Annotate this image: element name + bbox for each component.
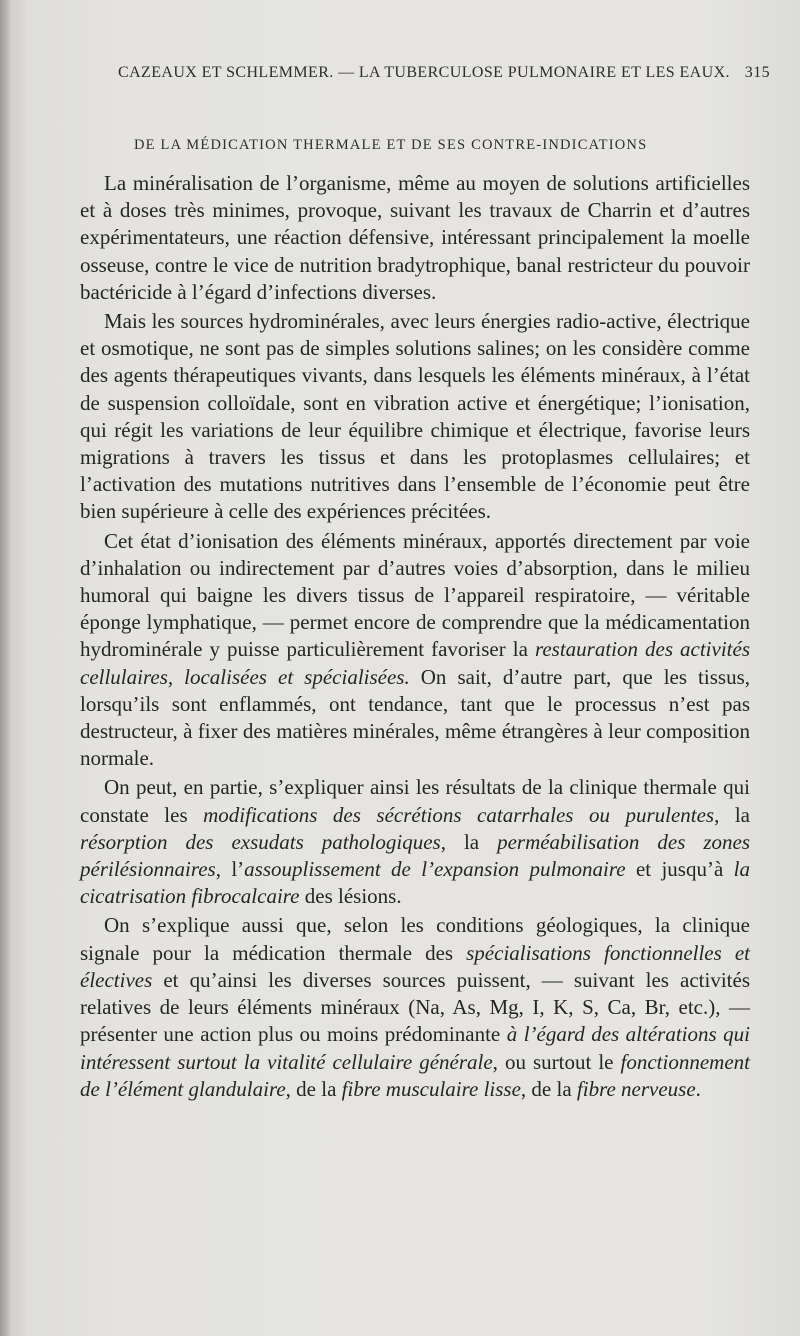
text-run: On sait, d’autre part, que les tissus, lorsqu’ils sont enflammés, ont tendance, tant que le processus n’est pas destructeur, à fixer des matières minérales, même étrangères à leur composition normale. xyxy=(80,664,750,771)
italic-run: spécialisations fonctionnelles et électives xyxy=(80,940,750,992)
paragraph-1: La minéralisation de l’organisme, même au moyen de solutions artificielles et à doses très minimes, provoque, suivant les travaux de Charrin et d’autres expérimentateurs, une réaction défensive, intéressant principalement la moelle osseuse, contre le vice de nutrition bradytrophique, banal restricteur du pouvoir bactéricide à l’égard d’infections diverses. xyxy=(80,171,750,304)
text-run: , la xyxy=(440,829,498,854)
text-run: , la xyxy=(714,802,750,827)
text-run: . xyxy=(695,1076,701,1101)
body-text xyxy=(80,170,750,1103)
italic-run: fibre nerveuse xyxy=(576,1076,696,1101)
italic-run: à l’égard des altérations qui intéressent surtout la vitalité cellulaire générale xyxy=(80,1022,750,1074)
page-number: 315 xyxy=(744,64,770,81)
text-run: On peut, en partie, s’expliquer ainsi les résultats de la clinique thermale qui constate les xyxy=(80,775,750,827)
text-run: , de la xyxy=(520,1076,577,1101)
paragraph-4 xyxy=(80,774,750,910)
running-header xyxy=(118,64,770,88)
italic-run: fonctionnement de l’élément glandulaire xyxy=(80,1049,750,1101)
text-run: et jusqu’à xyxy=(625,857,734,882)
text-run: et qu’ainsi les diverses sources puissent, — suivant les activités relatives de leurs éléments minéraux (Na, As, Mg, I, K, S, Ca, Br, etc.), — présenter une action plus ou moins prédominante xyxy=(80,967,750,1047)
text-run: , de la xyxy=(285,1076,342,1101)
text-run: des lésions. xyxy=(299,884,402,909)
paragraph-2: Mais les sources hydrominérales, avec leurs énergies radio-active, électrique et osmotique, ne sont pas de simples solutions salines; on les considère comme des agents thérapeutiques vivants, dans lesquels les éléments minéraux, à l’état de suspension colloïdale, sont en vibration active et énergétique; l’ionisation, qui régit les variations de leur équilibre chimique et électrique, favorise leurs migrations à travers les tissus et dans les protoplasmes cellulaires; et l’activation des mutations nutritives dans l’ensemble de l’économie peut être bien supérieure à celle des expériences précitées. xyxy=(80,309,750,524)
text-run: Cet état d’ionisation des éléments minéraux, apportés directement par voie d’inhalation ou indirectement par d’autres voies d’absorption, dans le milieu humoral qui baigne les divers tissus de l’appareil respiratoire, — véritable éponge lymphatique, — permet encore de comprendre que la médicamentation hydrominérale y puisse particulièrement favoriser la xyxy=(80,528,750,662)
italic-run: résorption des exsudats pathologiques xyxy=(80,829,441,854)
italic-run: assouplissement de l’expansion pulmonaire xyxy=(244,857,626,882)
text-run: , l’ xyxy=(215,857,245,882)
text-run: , ou surtout le xyxy=(492,1049,621,1074)
paragraph-5 xyxy=(80,912,750,1102)
italic-run: la cicatrisation fibrocalcaire xyxy=(80,857,750,909)
italic-run: modifications des sécrétions catarrhales ou purulentes xyxy=(203,802,715,827)
italic-run: restauration des activités cellulaires, localisées et spécialisées. xyxy=(80,637,750,689)
section-title: DE LA MÉDICATION THERMALE ET DE SES CONTRE-INDICATIONS xyxy=(134,137,648,153)
running-title: CAZEAUX ET SCHLEMMER. — LA TUBERCULOSE PULMONAIRE ET LES EAUX. xyxy=(118,64,730,81)
italic-run: perméabilisation des zones périlésionnaires xyxy=(80,829,750,882)
page-edge-shadow xyxy=(0,0,10,1336)
italic-run: fibre musculaire lisse xyxy=(341,1076,521,1101)
text-run: On s’explique aussi que, selon les conditions géologiques, la clinique signale pour la médication thermale des xyxy=(80,913,750,965)
paragraph-3 xyxy=(80,528,750,773)
